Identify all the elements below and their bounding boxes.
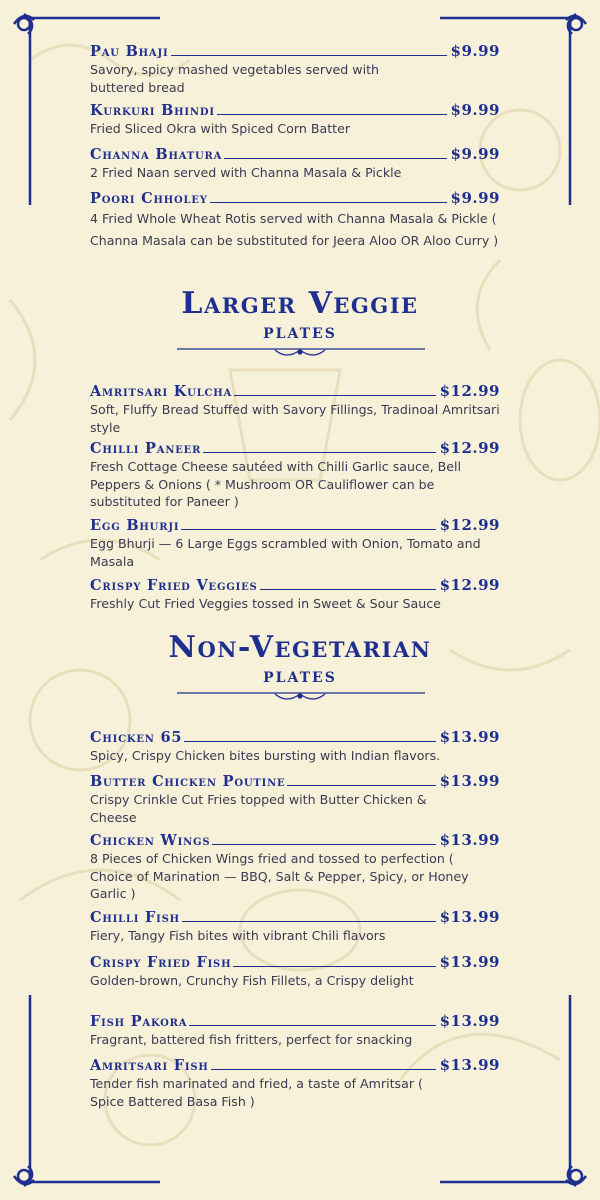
menu-item xyxy=(90,829,500,903)
section-title: Non-Vegetarian xyxy=(168,630,432,665)
menu-item xyxy=(90,380,500,436)
item-price: $12.99 xyxy=(439,516,500,534)
item-price: $13.99 xyxy=(439,908,500,926)
item-description: Fresh Cottage Cheese sautéed with Chilli Garlic sauce, Bell Peppers & Onions ( * Mushroom OR Cauliflower can be substituted for Paneer ) xyxy=(90,459,462,509)
item-description: 4 Fried Whole Wheat Rotis served with Channa Masala & Pickle ( Channa Masala can be substituted for Jeera Aloo OR Aloo Curry ) xyxy=(90,211,499,248)
item-description: Golden-brown, Crunchy Fish Fillets, a Crispy delight xyxy=(90,973,414,988)
menu-item xyxy=(90,143,500,182)
item-name: Chicken Wings xyxy=(90,832,211,849)
item-name: Chilli Fish xyxy=(90,909,180,926)
item-price: $9.99 xyxy=(450,101,500,119)
item-description: Crispy Crinkle Cut Fries topped with Butter Chicken & Cheese xyxy=(90,792,427,825)
section-subtitle: plates xyxy=(263,319,337,343)
item-name: Amritsari Fish xyxy=(90,1057,209,1074)
item-name: Pau Bhaji xyxy=(90,43,169,60)
item-name: Kurkuri Bhindi xyxy=(90,102,215,119)
item-name: Crispy Fried Veggies xyxy=(90,577,258,594)
item-price: $13.99 xyxy=(439,728,500,746)
item-name: Chicken 65 xyxy=(90,729,183,746)
item-price: $13.99 xyxy=(439,772,500,790)
item-name: Fish Pakora xyxy=(90,1013,188,1030)
item-price: $12.99 xyxy=(439,576,500,594)
leader-line xyxy=(211,1069,436,1070)
section-heading-non-vegetarian xyxy=(0,632,600,702)
item-name: Butter Chicken Poutine xyxy=(90,773,286,790)
item-description: Fragrant, battered fish fritters, perfect for snacking xyxy=(90,1032,413,1047)
ornamental-divider xyxy=(175,688,425,702)
item-price: $9.99 xyxy=(450,145,500,163)
menu-item xyxy=(90,770,500,826)
leader-line xyxy=(233,966,435,967)
item-description: Fried Sliced Okra with Spiced Corn Batter xyxy=(90,121,350,136)
item-description: 8 Pieces of Chicken Wings fried and tossed to perfection ( Choice of Marination — BBQ, Salt & Pepper, Spicy, or Honey Garlic ) xyxy=(90,851,469,901)
item-price: $9.99 xyxy=(450,42,500,60)
item-description: Freshly Cut Fried Veggies tossed in Sweet & Sour Sauce xyxy=(90,596,441,611)
leader-line xyxy=(234,395,435,396)
menu-item xyxy=(90,1010,500,1049)
item-description: Savory, spicy mashed vegetables served with buttered bread xyxy=(90,62,380,95)
item-description: Egg Bhurji — 6 Large Eggs scrambled with Onion, Tomato and Masala xyxy=(90,536,481,569)
leader-line xyxy=(224,158,446,159)
leader-line xyxy=(212,844,435,845)
item-price: $9.99 xyxy=(450,189,500,207)
menu-item xyxy=(90,1054,500,1110)
item-name: Channa Bhatura xyxy=(90,146,223,163)
leader-line xyxy=(260,589,436,590)
leader-line xyxy=(203,452,435,453)
leader-line xyxy=(184,741,435,742)
leader-line xyxy=(189,1025,435,1026)
item-price: $13.99 xyxy=(439,953,500,971)
leader-line xyxy=(287,785,435,786)
item-description: Tender fish marinated and fried, a taste of Amritsar ( Spice Battered Basa Fish ) xyxy=(90,1076,423,1109)
menu-item xyxy=(90,726,500,765)
item-name: Poori Chholey xyxy=(90,190,208,207)
menu-item xyxy=(90,951,500,990)
item-price: $13.99 xyxy=(439,831,500,849)
menu-item xyxy=(90,906,500,945)
item-description: Spicy, Crispy Chicken bites bursting with Indian flavors. xyxy=(90,748,441,763)
leader-line xyxy=(171,55,447,56)
item-price: $13.99 xyxy=(439,1056,500,1074)
item-price: $12.99 xyxy=(439,382,500,400)
leader-line xyxy=(181,529,435,530)
item-description: Fiery, Tangy Fish bites with vibrant Chili flavors xyxy=(90,928,386,943)
leader-line xyxy=(210,202,447,203)
item-name: Amritsari Kulcha xyxy=(90,383,233,400)
menu-item xyxy=(90,514,500,570)
section-subtitle: plates xyxy=(263,663,337,687)
section-heading-larger-veggie xyxy=(0,288,600,358)
leader-line xyxy=(217,114,447,115)
leader-line xyxy=(182,921,436,922)
item-description: 2 Fried Naan served with Channa Masala & Pickle xyxy=(90,165,402,180)
menu-item xyxy=(90,574,500,613)
menu-item xyxy=(90,437,500,511)
ornamental-divider xyxy=(175,344,425,358)
menu-item xyxy=(90,99,500,138)
menu-item xyxy=(90,40,500,96)
item-price: $12.99 xyxy=(439,439,500,457)
item-name: Chilli Paneer xyxy=(90,440,202,457)
menu-item xyxy=(90,187,500,252)
section-title: Larger Veggie xyxy=(181,286,419,321)
item-name: Egg Bhurji xyxy=(90,517,180,534)
item-price: $13.99 xyxy=(439,1012,500,1030)
item-name: Crispy Fried Fish xyxy=(90,954,232,971)
item-description: Soft, Fluffy Bread Stuffed with Savory Fillings, Tradinoal Amritsari style xyxy=(90,402,500,435)
